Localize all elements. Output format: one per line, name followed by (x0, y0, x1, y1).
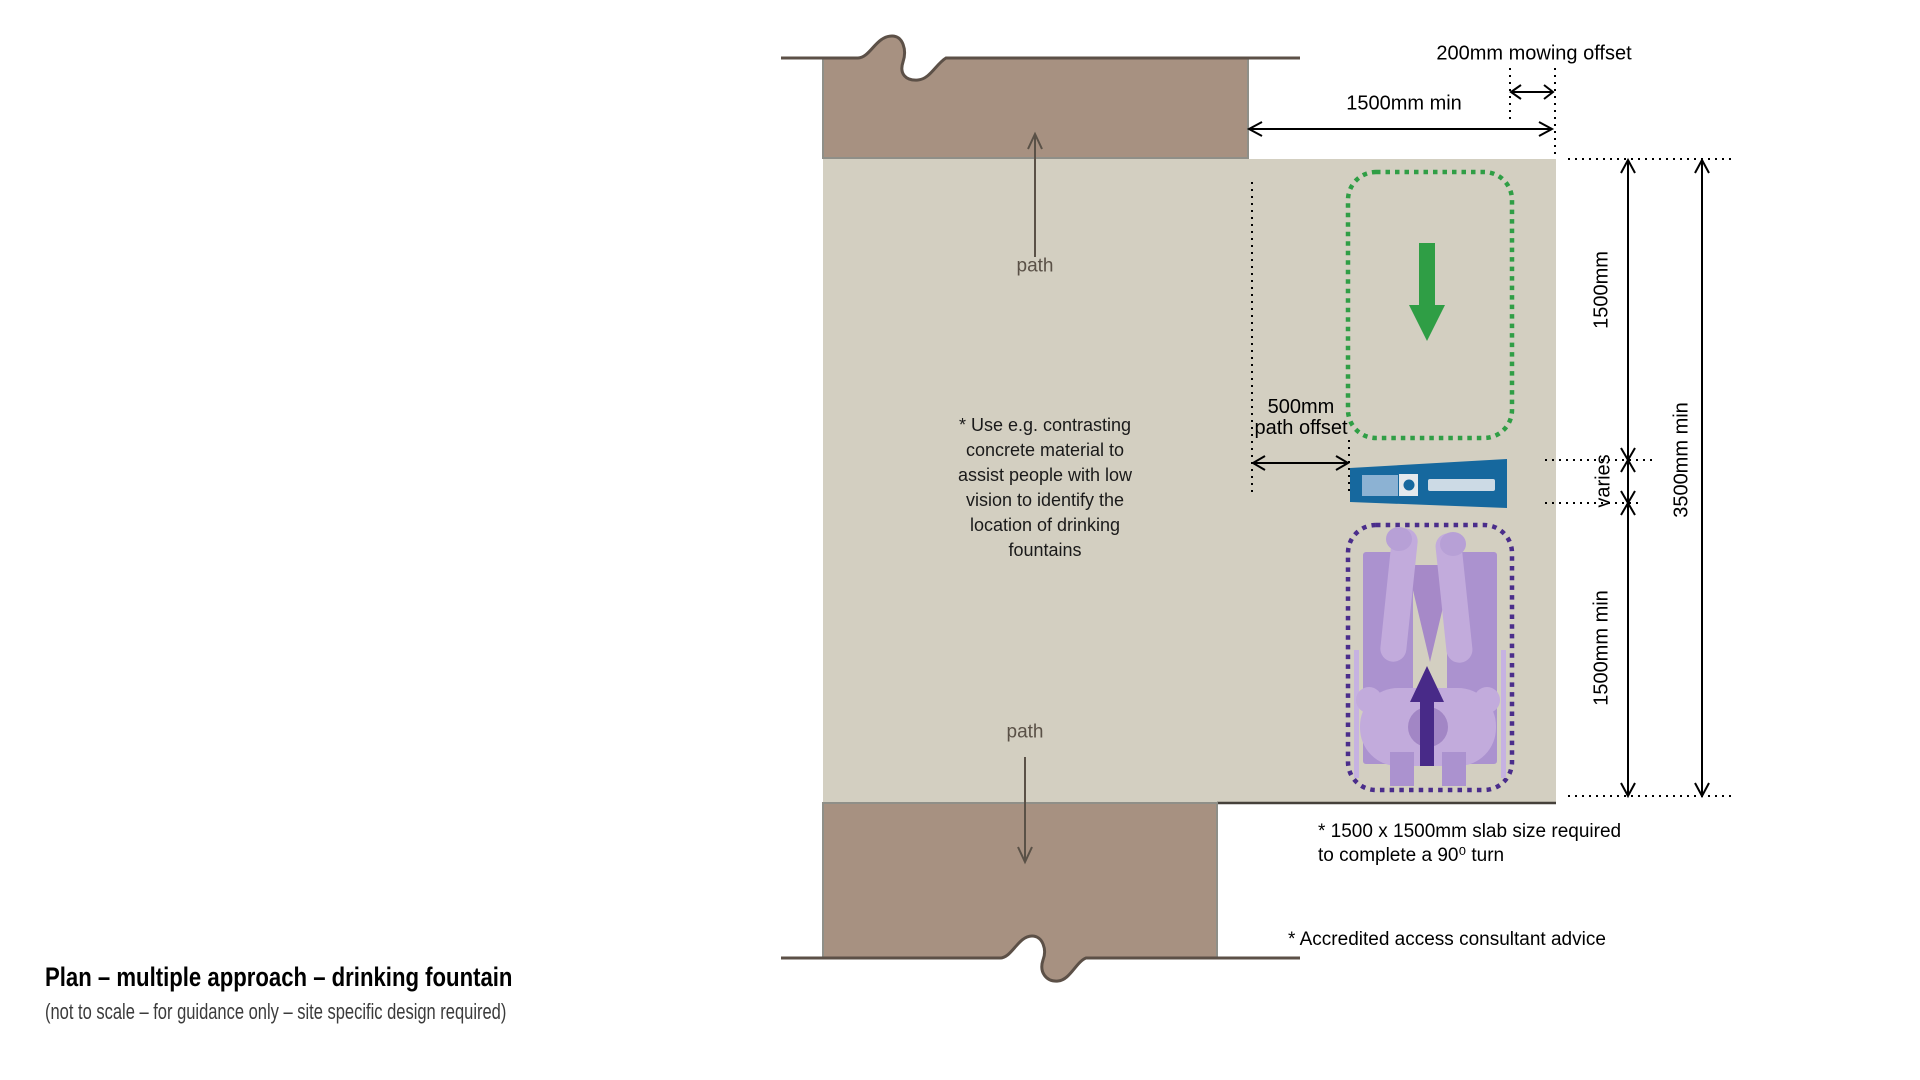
path-bottom-fill (823, 803, 1217, 981)
path-top-shape (781, 36, 1300, 159)
page-subtitle: (not to scale – for guidance only – site specific design required) (45, 999, 507, 1024)
turn-space-note-line: * 1500 x 1500mm slab size required (1318, 821, 1622, 842)
fountain-depth-label: varies (1592, 454, 1615, 508)
fountain-trough (1428, 479, 1495, 491)
wheelchair-space-label: 1500mm min (1590, 590, 1613, 706)
approach-width-label: 1500mm min (1346, 92, 1462, 115)
path-offset-label (1254, 397, 1347, 439)
slab-contrast-note (958, 413, 1132, 563)
turn-space-note-line: to complete a 90⁰ turn (1318, 845, 1505, 866)
slab-note-line: * Use e.g. contrasting (958, 415, 1132, 435)
mowing-offset-label: 200mm mowing offset (1436, 42, 1632, 65)
path-label-top: path (1016, 255, 1054, 277)
page-title: Plan – multiple approach – drinking fountain (45, 962, 513, 992)
slab-note-line: vision to identify the (965, 490, 1125, 510)
approach-depth-label: 1500mm (1590, 251, 1613, 329)
fountain-basin (1362, 475, 1398, 496)
title-block (45, 962, 660, 1025)
fountain-bubbler (1404, 480, 1415, 491)
slab-note-line: location of drinking (969, 515, 1121, 535)
slab-note-line: fountains (1008, 540, 1082, 560)
total-depth-label: 3500mm min (1670, 402, 1693, 518)
path-bottom-shape (781, 803, 1300, 981)
slab-note-line: concrete material to (965, 440, 1125, 460)
turn-space-note (1318, 820, 1621, 868)
slab-note-line: assist people with low (957, 465, 1133, 485)
path-offset-caption: path offset (1254, 417, 1348, 439)
path-label-bottom: path (1006, 721, 1044, 743)
path-offset-value: 500mm (1267, 396, 1335, 418)
consultant-note: * Accredited access consultant advice (1288, 929, 1606, 950)
